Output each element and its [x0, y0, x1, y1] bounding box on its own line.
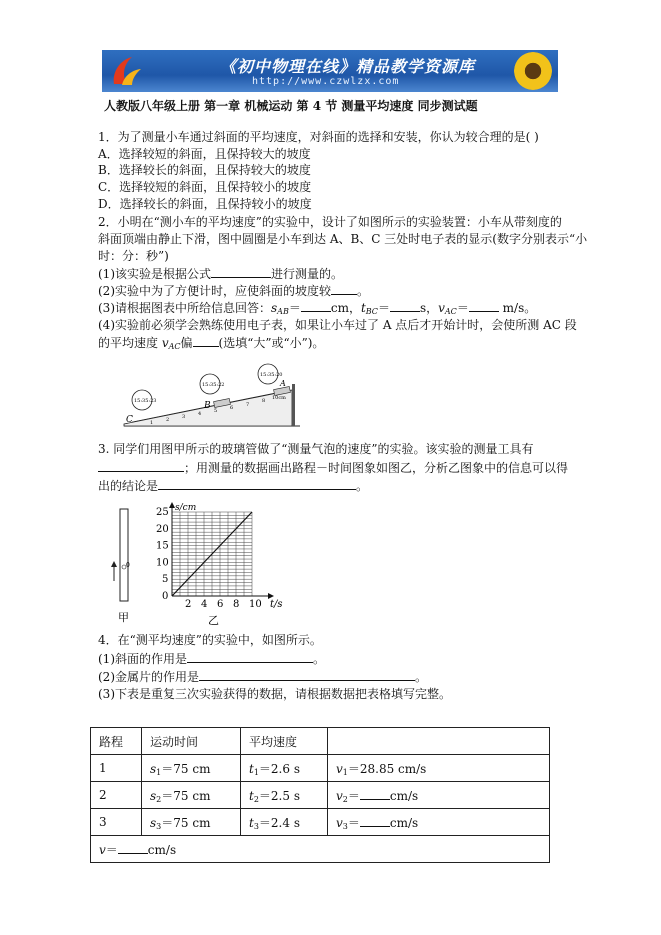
- blank-slope[interactable]: [331, 282, 357, 295]
- table-row: [91, 755, 550, 782]
- x-tick-label: 10: [249, 599, 262, 610]
- header-banner: [102, 50, 558, 92]
- q2-part-3: (3)请根据图表中所给信息回答：$s_{AB}=$ cm，$t_{BC}= s$，$v_{AC}= m/s$。: [98, 301, 537, 316]
- table-header-row: [91, 728, 550, 755]
- y-tick-label: 20: [156, 523, 169, 535]
- point-label-c: C: [126, 415, 133, 425]
- table-header: 路程: [91, 728, 142, 755]
- table-cell: $v_3= cm/s$: [328, 809, 550, 836]
- clock-a-time: 15:35:20: [260, 372, 283, 378]
- q2-part-4-line2: 的平均速度 $v_{AC}$偏 (选填“大”或“小”)。: [98, 336, 325, 351]
- q4-stem: 4．在“测平均速度”的实验中，如图所示。: [98, 633, 322, 647]
- q1-option-c: C．选择较短的斜面，且保持较小的坡度: [98, 180, 312, 194]
- incline-figure: [122, 362, 302, 432]
- banner-title: 《初中物理在线》精品教学资源库: [220, 57, 476, 76]
- scale-unit-label: 10cm: [272, 395, 286, 401]
- table-header: 运动时间: [142, 728, 241, 755]
- blank-bias[interactable]: [193, 334, 219, 347]
- blank-formula[interactable]: [211, 265, 271, 278]
- table-row: [91, 809, 550, 836]
- tick-label: 1: [150, 420, 154, 426]
- q3-line-1: 3. 同学们用图甲所示的玻璃管做了“测量气泡的速度”的实验。该实验的测量工具有: [98, 442, 534, 456]
- x-axis-label: t/s: [270, 599, 283, 610]
- table-cell: $v_2= cm/s$: [328, 782, 550, 809]
- q2-part-4-line1: (4)实验前必须学会熟练使用电子表，如果让小车过了 A 点后才开始计时，会使所测 AC 段: [98, 318, 577, 332]
- tick-label: 5: [214, 408, 218, 414]
- table-header: 平均速度: [241, 728, 328, 755]
- tick-label: 2: [166, 417, 170, 423]
- q1-option-a: A．选择较短的斜面，且保持较大的坡度: [98, 147, 311, 161]
- blank-sab[interactable]: [301, 299, 331, 312]
- label-jia: 甲: [118, 611, 129, 624]
- blank-tools[interactable]: [98, 459, 184, 472]
- q2-part-1: (1)该实验是根据公式 进行测量的。: [98, 267, 344, 281]
- glass-tube: [120, 509, 128, 601]
- sunflower-icon: [514, 52, 552, 90]
- x-tick-label: 4: [201, 599, 208, 610]
- q1-option-d: D．选择较长的斜面，且保持较小的坡度: [98, 197, 312, 211]
- blank-v3[interactable]: [360, 814, 390, 827]
- y-tick-label: 10: [156, 557, 169, 569]
- table-cell: $t_1=2.6$ s: [241, 755, 328, 782]
- label-yi: 乙: [208, 614, 219, 627]
- q4-part-1: (1)斜面的作用是 。: [98, 652, 326, 666]
- blank-v-avg[interactable]: [118, 841, 148, 854]
- table-cell: $v_1=28.85$ cm/s: [328, 755, 550, 782]
- data-table: [90, 727, 550, 863]
- table-row: [91, 782, 550, 809]
- clock-b-time: 15:35:22: [202, 382, 225, 388]
- logo-icon: [108, 54, 144, 88]
- table-cell: $s_1=75$ cm: [142, 755, 241, 782]
- blank-tbc[interactable]: [390, 299, 420, 312]
- q2-stem-2: 斜面顶端由静止下滑，图中圆圈是小车到达 A、B、C 三处时电子表的显示(数字分别表示“小: [98, 232, 588, 246]
- point-label-b: B: [204, 401, 211, 411]
- q1-stem: 1．为了测量小车通过斜面的平均速度，对斜面的选择和安装，你认为较合理的是( ): [98, 130, 539, 144]
- q3-line-3: 出的结论是 。: [98, 479, 369, 493]
- y-tick-label: 5: [162, 574, 169, 586]
- bubble-zero-mark: 0: [126, 562, 130, 569]
- table-header: [328, 728, 550, 755]
- clock-c-time: 15:35:23: [134, 398, 157, 404]
- q1-option-b: B．选择较长的斜面，且保持较大的坡度: [98, 163, 311, 177]
- tick-label: 8: [262, 398, 266, 404]
- q2-stem-1: 2．小明在“测小车的平均速度”的实验中，设计了如图所示的实验装置：小车从带刻度的: [98, 215, 562, 229]
- table-cell: $t_2=2.5$ s: [241, 782, 328, 809]
- x-tick-label: 2: [185, 599, 192, 610]
- tick-label: 4: [198, 411, 202, 417]
- ramp-support: [292, 384, 295, 426]
- q3-line-2: ；用测量的数据画出路程－时间图象如图乙，分析乙图象中的信息可以得: [98, 459, 568, 476]
- tick-label: 6: [230, 405, 234, 411]
- blank-conclusion[interactable]: [158, 477, 356, 490]
- table-cell: 2: [91, 782, 142, 809]
- table-cell: 1: [91, 755, 142, 782]
- q4-part-3: (3)下表是重复三次实验获得的数据，请根据数据把表格填写完整。: [98, 687, 452, 701]
- arrow-head-icon: [111, 561, 117, 567]
- y-tick-label: 0: [162, 591, 169, 602]
- blank-metal-purpose[interactable]: [199, 668, 415, 681]
- banner-url: http://www.czwlzx.com: [252, 76, 400, 87]
- table-cell: $s_3=75$ cm: [142, 809, 241, 836]
- tick-label: 3: [182, 414, 186, 420]
- st-chart: [152, 500, 292, 628]
- blank-vac[interactable]: [469, 299, 499, 312]
- q2-stem-3: 时：分：秒”): [98, 249, 169, 263]
- table-cell: v＝ cm/s: [91, 836, 550, 863]
- tick-label: 7: [246, 402, 250, 408]
- table-cell: $t_3=2.4$ s: [241, 809, 328, 836]
- point-label-a: A: [280, 379, 286, 388]
- glass-tube-figure: [108, 505, 138, 625]
- table-cell: $s_2=75$ cm: [142, 782, 241, 809]
- blank-v2[interactable]: [360, 787, 390, 800]
- q2-part-2: (2)实验中为了方便计时，应使斜面的坡度较 。: [98, 284, 370, 298]
- y-tick-label: 25: [156, 507, 169, 518]
- blank-slope-purpose[interactable]: [187, 650, 313, 663]
- y-tick-label: 15: [156, 540, 169, 552]
- y-axis-label: s/cm: [175, 503, 197, 513]
- page-title: 人教版八年级上册 第一章 机械运动 第 4 节 测量平均速度 同步测试题: [104, 99, 478, 113]
- x-tick-label: 8: [233, 599, 240, 610]
- table-footer-row: [91, 836, 550, 863]
- table-cell: 3: [91, 809, 142, 836]
- q4-part-2: (2)金属片的作用是 。: [98, 670, 428, 684]
- x-tick-label: 6: [217, 599, 224, 610]
